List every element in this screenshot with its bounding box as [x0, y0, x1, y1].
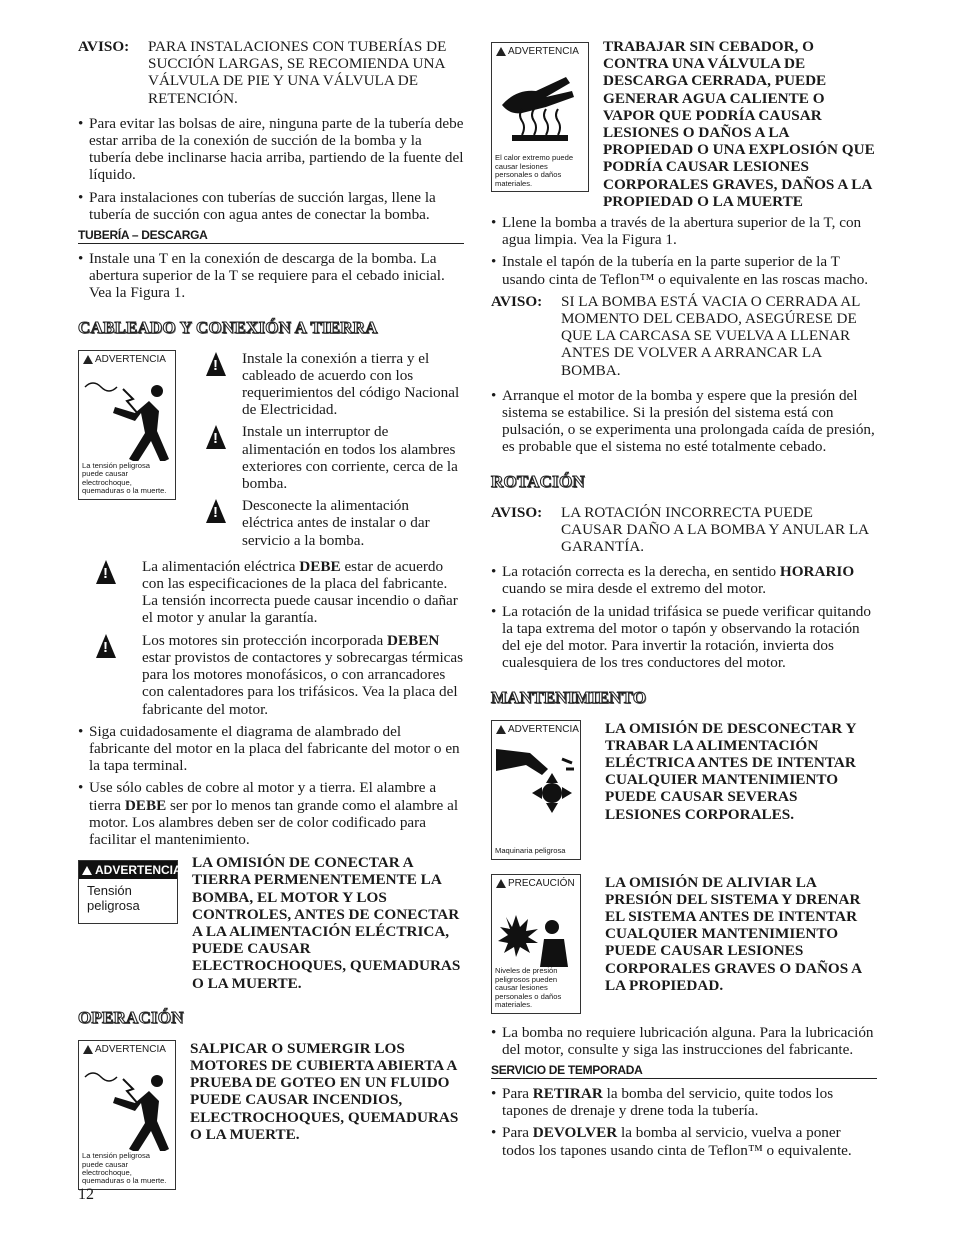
- cableado-items: [176, 350, 464, 554]
- warning-triangle-icon: [206, 499, 226, 523]
- bold-run: DEBE: [299, 557, 341, 575]
- warning-tag-text: ADVERTENCIA: [95, 1043, 166, 1055]
- text-run: la bomba al servicio, vuelva a poner todos los tapones usando cinta de Teflon™ o equivalente.: [502, 1124, 852, 1159]
- arranque-list: [491, 387, 877, 456]
- warning-caption: Maquinaria peligrosa: [495, 846, 566, 856]
- aviso-text: LA ROTACIÓN INCORRECTA PUEDE CAUSAR DAÑO A LA BOMBA Y ANULAR LA GARANTÍA.: [561, 503, 869, 556]
- text-run: ser por lo menos tan grande como el alambre al motor. Los alambres deben ser de color codificado para facilitar el mantenimiento.: [89, 796, 459, 848]
- warning-presion: [491, 874, 877, 1014]
- section-title-operacion: OPERACIÓN: [78, 1007, 184, 1027]
- list-item: [491, 563, 877, 597]
- lubricacion-list: [491, 1024, 877, 1058]
- text-run: La rotación correcta es la derecha, en sentido: [502, 563, 780, 581]
- text-run: la bomba del servicio, quite todos los tapones de drenaje y drene toda la tubería.: [502, 1084, 834, 1120]
- text-run: Los motores sin protección incorporada: [142, 631, 388, 649]
- warning-triangle-icon: [206, 352, 226, 376]
- subhead-descarga: TUBERÍA – DESCARGA: [78, 228, 464, 244]
- cableado-item-text: Instale un interruptor de alimentación en todos los alambres exteriores con corriente, cerca de la bomba.: [242, 423, 458, 493]
- aviso-text: SI LA BOMBA ESTÁ VACIA O CERRADA AL MOMENTO DEL CEBADO, ASEGÚRESE DE QUE LA CARCASA SE VUELVA A LLENAR ANTES DE VOLVER A ARRANCAR LA BOMBA.: [561, 292, 860, 379]
- list-item: • Siga cuidadosamente el diagrama de alambrado del fabricante del motor en la placa del fabricante del motor o en la tapa terminal.: [78, 723, 464, 775]
- aviso-label: AVISO:: [491, 503, 543, 521]
- warning-caption: Niveles de presión peligrosos pueden causar lesiones personales o daños materiales.: [495, 966, 562, 1010]
- warning-label-machinery: [491, 720, 581, 860]
- right-column: [491, 38, 877, 1164]
- aviso-label: AVISO:: [78, 38, 130, 55]
- list-item: • La bomba no requiere lubricación alguna. Para la lubricación del motor, consulte y siga las instrucciones del fabricante.: [491, 1024, 877, 1058]
- rotating-machinery-icon: [492, 743, 578, 827]
- bold-run: RETIRAR: [532, 1084, 603, 1102]
- cableado-item: [206, 423, 464, 492]
- text-run: Use sólo cables de cobre al motor y a tierra. El alambre a tierra: [89, 779, 437, 814]
- bold-run: DEVOLVER: [532, 1124, 618, 1142]
- warning-tag-text: ADVERTENCIA: [95, 353, 166, 365]
- cableado-item-text: Desconecte la alimentación eléctrica antes de instalar o dar servicio a la bomba.: [242, 497, 430, 549]
- warning-caption: El calor extremo puede causar lesiones personales o daños materiales.: [495, 153, 574, 188]
- list-item: [491, 1124, 877, 1158]
- succion-list: [78, 115, 464, 223]
- cableado-wide-text: [142, 558, 464, 627]
- cableado-item: [206, 350, 464, 419]
- warning-triangle-icon: [206, 425, 226, 449]
- warning-label-tension: [78, 860, 182, 924]
- warning-text: LA OMISIÓN DE DESCONECTAR Y TRABAR LA ALIMENTACIÓN ELÉCTRICA ANTES DE INTENTAR CUALQUIER MANTENIMIENTO PUEDE CAUSAR SEVERAS LESIONES CORPORALES.: [605, 719, 856, 823]
- warning-tag: [492, 721, 580, 738]
- list-item: [491, 1085, 877, 1119]
- list-item: • Arranque el motor de la bomba y espere que la presión del sistema se estabilice. Si la presión del sistema está con pulsación, o se experimenta una prolongada caída de presión, es probable que el sistema no esté totalmente cebado.: [491, 387, 877, 456]
- text-run: Para: [502, 1084, 533, 1102]
- cableado-item-wide: [78, 632, 464, 718]
- list-item: • Para evitar las bolsas de aire, ninguna parte de la tubería debe estar arriba de la conexión de succión de la bomba y la tubería debe inclinarse hacia arriba, partiendo de la fuente del líquido.: [78, 115, 464, 184]
- warning-maquinaria: [491, 720, 877, 860]
- bold-run: DEBE: [124, 796, 167, 814]
- bold-run: DEBEN: [387, 631, 440, 649]
- warning-triangle-icon: [83, 355, 93, 364]
- subhead-servicio: SERVICIO DE TEMPORADA: [491, 1063, 877, 1079]
- list-item: • La rotación de la unidad trifásica se puede verificar quitando la tapa extrema del motor o tapón y observando la rotación del eje del motor. Para invertir la rotación, invierta dos cualesquiera de los tres conductores del motor.: [491, 603, 877, 672]
- aviso-text: PARA INSTALACIONES CON TUBERÍAS DE SUCCIÓN LARGAS, SE RECOMIENDA UNA VÁLVULA DE PIE Y UNA VÁLVULA DE RETENCIÓN.: [148, 38, 447, 107]
- cableado-block: [78, 350, 464, 554]
- warning-caption: Tensión peligrosa: [87, 883, 140, 914]
- warning-triangle-icon: [496, 879, 506, 888]
- warning-tag-text: ADVERTENCIA: [508, 723, 579, 735]
- warning-tierra: [78, 854, 464, 992]
- hot-surface-icon: [492, 65, 586, 145]
- warning-text: LA OMISIÓN DE CONECTAR A TIERRA PERMENENTEMENTE LA BOMBA, EL MOTOR Y LOS CONTROLES, ANTES DE CONECTAR A LA ALIMENTACIÓN ELÉCTRICA, PUEDE CAUSAR ELECTROCHOQUES, QUEMADURAS O LA MUERTE.: [192, 854, 461, 992]
- warning-triangle-icon: [83, 1045, 93, 1054]
- text-run: cuando se mira desde el extremo del motor.: [502, 580, 767, 598]
- warning-text: LA OMISIÓN DE ALIVIAR LA PRESIÓN DEL SISTEMA Y DRENAR EL SISTEMA ANTES DE INTENTAR CUALQUIER MANTENIMIENTO PUEDE CAUSAR LESIONES CORPORALES GRAVES O DAÑOS A LA PROPIEDAD.: [605, 873, 862, 994]
- explosion-icon: [492, 897, 578, 977]
- warning-triangle-icon: [82, 866, 92, 875]
- aviso-cebado: [491, 293, 877, 379]
- aviso-rotacion: [491, 504, 877, 556]
- section-title-rotacion: ROTACIÓN: [491, 471, 585, 491]
- text-run: La alimentación eléctrica: [142, 557, 300, 575]
- warning-label-pressure: [491, 874, 581, 1014]
- warning-label-electrical: [78, 1040, 176, 1190]
- electric-shock-icon: [79, 371, 173, 461]
- servicio-list: [491, 1085, 877, 1159]
- list-item: [78, 779, 464, 848]
- cableado-item: [206, 497, 464, 549]
- warning-caption: La tensión peligrosa puede causar electrochoque, quemaduras o la muerte.: [82, 1151, 167, 1186]
- warning-triangle-icon: [96, 560, 116, 584]
- warning-calor: [491, 38, 877, 210]
- descarga-list: [78, 250, 464, 302]
- warning-tag: [79, 1041, 175, 1058]
- cableado-wide-text: [142, 632, 464, 718]
- text-run: Para: [502, 1124, 533, 1142]
- alambrado-list: [78, 723, 464, 848]
- warning-triangle-icon: [496, 47, 506, 56]
- section-title-mantenimiento: MANTENIMIENTO: [491, 687, 647, 707]
- warning-triangle-icon: [96, 634, 116, 658]
- warning-label-heat: [491, 42, 589, 192]
- list-item: • Llene la bomba a través de la abertura superior de la T, con agua limpia. Vea la Figura 1.: [491, 214, 877, 248]
- text-run: estar de acuerdo con las especificaciones de la placa del fabricante. La tensión incorrecta puede causar incendio o dañar el motor y anular la garantía.: [142, 557, 458, 627]
- aviso-label: AVISO:: [491, 292, 543, 310]
- warning-tag-text: PRECAUCIÓN: [508, 877, 575, 889]
- cableado-item-text: Instale la conexión a tierra y el cableado de acuerdo con los requerimientos del código Nacional de Electricidad.: [242, 349, 460, 419]
- warning-tag: [79, 351, 175, 368]
- warning-text: TRABAJAR SIN CEBADOR, O CONTRA UNA VÁLVULA DE DESCARGA CERRADA, PUEDE GENERAR AGUA CALIENTE O VAPOR QUE PODRÍA CAUSAR LESIONES O DAÑOS A LA PROPIEDAD O UNA EXPLOSIÓN QUE PODRÍA CAUSAR LESIONES CORPORALES GRAVES, DAÑOS A LA PROPIEDAD O LA MUERTE: [603, 38, 875, 210]
- list-item: • Para instalaciones con tuberías de succión largas, llene la tubería de succión con agua antes de conectar la bomba.: [78, 189, 464, 223]
- warning-text: SALPICAR O SUMERGIR LOS MOTORES DE CUBIERTA ABIERTA A PRUEBA DE GOTEO EN UN FLUIDO PUEDE CAUSAR INCENDIOS, ELECTROCHOQUES, QUEMADURAS O LA MUERTE.: [190, 1039, 459, 1143]
- warning-triangle-icon: [496, 725, 506, 734]
- warning-tag: [79, 861, 182, 879]
- warning-tag-text: ADVERTENCIA: [95, 863, 182, 878]
- warning-operacion: [78, 1040, 464, 1190]
- electric-shock-icon: [79, 1061, 173, 1151]
- section-title-cableado: CABLEADO Y CONEXIÓN A TIERRA: [78, 317, 378, 337]
- left-column: [78, 38, 464, 1196]
- warning-tag-text: ADVERTENCIA: [508, 46, 579, 57]
- warning-label-electrical: [78, 350, 176, 500]
- warning-tag: [492, 43, 588, 60]
- page-number: 12: [78, 1186, 94, 1203]
- list-item: • Instale una T en la conexión de descarga de la bomba. La abertura superior de la T se requiere para el cebado inicial. Vea la Figura 1.: [78, 250, 464, 302]
- warning-caption: La tensión peligrosa puede causar electrochoque, quemaduras o la muerte.: [82, 461, 167, 496]
- aviso-succion: [78, 38, 464, 107]
- bold-run: HORARIO: [779, 563, 855, 581]
- rotacion-list: [491, 563, 877, 671]
- list-item: • Instale el tapón de la tubería en la parte superior de la T usando cinta de Teflon™ o equivalente en las roscas macho.: [491, 253, 877, 287]
- cableado-item-wide: [78, 558, 464, 627]
- warning-tag: [492, 875, 580, 892]
- cebado-list: [491, 214, 877, 288]
- text-run: estar provistos de contactores y sobrecargas térmicas para los motores monofásicos, o con arrancadores con calentadores para los trifásicos. Vea la placa del fabricante del motor.: [142, 648, 464, 718]
